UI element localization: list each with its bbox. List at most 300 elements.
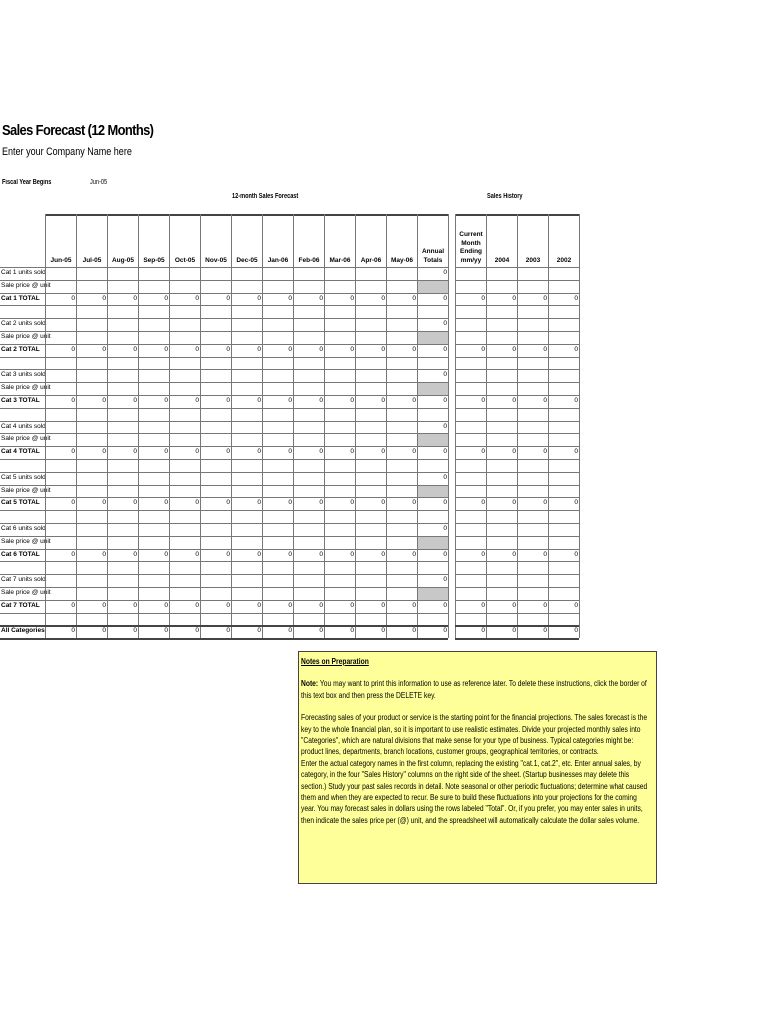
- history-cell[interactable]: [517, 523, 548, 536]
- forecast-cell[interactable]: [262, 433, 293, 446]
- forecast-cell[interactable]: [45, 318, 76, 331]
- forecast-cell[interactable]: [293, 369, 324, 382]
- forecast-cell[interactable]: 0: [386, 344, 417, 357]
- history-cell[interactable]: 0: [517, 497, 548, 510]
- history-cell[interactable]: 0: [548, 625, 579, 638]
- forecast-cell[interactable]: [355, 421, 386, 434]
- history-cell[interactable]: [486, 280, 517, 293]
- forecast-cell[interactable]: 0: [262, 395, 293, 408]
- history-cell[interactable]: 0: [486, 395, 517, 408]
- forecast-cell[interactable]: [169, 421, 200, 434]
- forecast-cell[interactable]: [138, 536, 169, 549]
- forecast-cell[interactable]: [324, 369, 355, 382]
- history-cell[interactable]: 0: [517, 293, 548, 306]
- history-cell[interactable]: [486, 369, 517, 382]
- forecast-cell[interactable]: [386, 523, 417, 536]
- forecast-cell[interactable]: 0: [293, 395, 324, 408]
- forecast-cell[interactable]: 0: [169, 344, 200, 357]
- forecast-cell[interactable]: [231, 433, 262, 446]
- history-cell[interactable]: [517, 382, 548, 395]
- forecast-cell[interactable]: [355, 574, 386, 587]
- forecast-cell[interactable]: 0: [45, 293, 76, 306]
- forecast-cell[interactable]: [45, 472, 76, 485]
- history-cell[interactable]: 0: [548, 446, 579, 459]
- forecast-cell[interactable]: [76, 587, 107, 600]
- forecast-cell[interactable]: 0: [324, 497, 355, 510]
- forecast-cell[interactable]: [386, 574, 417, 587]
- history-cell[interactable]: [548, 331, 579, 344]
- history-cell[interactable]: [486, 587, 517, 600]
- forecast-cell[interactable]: [324, 382, 355, 395]
- forecast-cell[interactable]: [138, 267, 169, 280]
- forecast-cell[interactable]: 0: [45, 625, 76, 638]
- forecast-cell[interactable]: [76, 536, 107, 549]
- forecast-cell[interactable]: [76, 523, 107, 536]
- history-cell[interactable]: 0: [486, 625, 517, 638]
- forecast-cell[interactable]: [138, 382, 169, 395]
- history-cell[interactable]: 0: [548, 395, 579, 408]
- forecast-cell[interactable]: [231, 382, 262, 395]
- forecast-cell[interactable]: 0: [355, 497, 386, 510]
- forecast-cell[interactable]: [293, 587, 324, 600]
- forecast-cell[interactable]: [138, 421, 169, 434]
- forecast-cell[interactable]: [262, 331, 293, 344]
- forecast-cell[interactable]: [293, 433, 324, 446]
- forecast-cell[interactable]: 0: [355, 446, 386, 459]
- forecast-cell[interactable]: [324, 485, 355, 498]
- forecast-cell[interactable]: 0: [45, 549, 76, 562]
- history-cell[interactable]: [486, 331, 517, 344]
- forecast-cell[interactable]: [169, 574, 200, 587]
- forecast-cell[interactable]: [231, 485, 262, 498]
- forecast-cell[interactable]: 0: [45, 600, 76, 613]
- forecast-cell[interactable]: 0: [293, 549, 324, 562]
- forecast-cell[interactable]: [324, 536, 355, 549]
- row-label[interactable]: Cat 2 TOTAL: [1, 345, 40, 353]
- history-cell[interactable]: 0: [455, 446, 486, 459]
- fiscal-year-value[interactable]: Jun-05: [90, 179, 108, 186]
- forecast-cell[interactable]: [45, 421, 76, 434]
- forecast-cell[interactable]: [138, 433, 169, 446]
- history-cell[interactable]: [517, 536, 548, 549]
- forecast-cell[interactable]: 0: [107, 625, 138, 638]
- forecast-cell[interactable]: [386, 267, 417, 280]
- forecast-cell[interactable]: 0: [262, 625, 293, 638]
- history-cell[interactable]: [455, 536, 486, 549]
- forecast-cell[interactable]: [231, 536, 262, 549]
- forecast-cell[interactable]: [386, 369, 417, 382]
- forecast-cell[interactable]: 0: [262, 549, 293, 562]
- history-cell[interactable]: [517, 331, 548, 344]
- forecast-cell[interactable]: 0: [386, 625, 417, 638]
- history-cell[interactable]: [548, 382, 579, 395]
- forecast-cell[interactable]: 0: [324, 395, 355, 408]
- forecast-cell[interactable]: [324, 318, 355, 331]
- history-cell[interactable]: 0: [486, 549, 517, 562]
- forecast-cell[interactable]: [107, 433, 138, 446]
- forecast-cell[interactable]: [200, 267, 231, 280]
- row-label[interactable]: Cat 3 TOTAL: [1, 397, 40, 404]
- forecast-cell[interactable]: 0: [200, 344, 231, 357]
- row-label[interactable]: Cat 6 TOTAL: [1, 550, 40, 558]
- forecast-cell[interactable]: [76, 382, 107, 395]
- forecast-cell[interactable]: 0: [231, 446, 262, 459]
- forecast-cell[interactable]: [231, 331, 262, 344]
- forecast-cell[interactable]: 0: [200, 395, 231, 408]
- forecast-cell[interactable]: [262, 382, 293, 395]
- history-cell[interactable]: [455, 318, 486, 331]
- forecast-cell[interactable]: [293, 536, 324, 549]
- forecast-cell[interactable]: [231, 318, 262, 331]
- forecast-cell[interactable]: [293, 267, 324, 280]
- history-cell[interactable]: [486, 536, 517, 549]
- row-label[interactable]: Sale price @ unit: [1, 333, 51, 340]
- forecast-cell[interactable]: [200, 574, 231, 587]
- forecast-cell[interactable]: [107, 318, 138, 331]
- history-cell[interactable]: [517, 421, 548, 434]
- forecast-cell[interactable]: [355, 536, 386, 549]
- history-cell[interactable]: [548, 318, 579, 331]
- notes-box[interactable]: [298, 651, 657, 884]
- forecast-cell[interactable]: 0: [138, 293, 169, 306]
- forecast-cell[interactable]: 0: [138, 497, 169, 510]
- forecast-cell[interactable]: 0: [138, 446, 169, 459]
- forecast-cell[interactable]: 0: [324, 600, 355, 613]
- forecast-cell[interactable]: [138, 472, 169, 485]
- row-label[interactable]: Cat 4 units sold: [1, 422, 46, 430]
- forecast-cell[interactable]: 0: [107, 395, 138, 408]
- forecast-cell[interactable]: 0: [107, 293, 138, 306]
- forecast-cell[interactable]: [231, 574, 262, 587]
- forecast-cell[interactable]: 0: [231, 497, 262, 510]
- forecast-cell[interactable]: 0: [200, 600, 231, 613]
- history-cell[interactable]: [486, 421, 517, 434]
- forecast-cell[interactable]: 0: [76, 446, 107, 459]
- history-cell[interactable]: 0: [548, 497, 579, 510]
- forecast-cell[interactable]: 0: [293, 446, 324, 459]
- history-cell[interactable]: [455, 369, 486, 382]
- forecast-cell[interactable]: [262, 267, 293, 280]
- forecast-cell[interactable]: [386, 382, 417, 395]
- forecast-cell[interactable]: [324, 433, 355, 446]
- forecast-cell[interactable]: 0: [293, 344, 324, 357]
- history-cell[interactable]: 0: [517, 625, 548, 638]
- row-label[interactable]: Sale price @ unit: [1, 281, 51, 289]
- history-cell[interactable]: [455, 574, 486, 587]
- forecast-cell[interactable]: [45, 485, 76, 498]
- forecast-cell[interactable]: [169, 267, 200, 280]
- forecast-cell[interactable]: 0: [231, 625, 262, 638]
- forecast-cell[interactable]: 0: [324, 625, 355, 638]
- row-label[interactable]: Cat 4 TOTAL: [1, 448, 40, 456]
- forecast-cell[interactable]: [386, 536, 417, 549]
- forecast-cell[interactable]: [200, 485, 231, 498]
- forecast-cell[interactable]: [262, 587, 293, 600]
- forecast-cell[interactable]: [200, 318, 231, 331]
- forecast-cell[interactable]: [386, 280, 417, 293]
- forecast-cell[interactable]: [169, 485, 200, 498]
- forecast-cell[interactable]: [231, 523, 262, 536]
- forecast-cell[interactable]: [262, 536, 293, 549]
- forecast-cell[interactable]: 0: [76, 395, 107, 408]
- forecast-cell[interactable]: [231, 421, 262, 434]
- forecast-cell[interactable]: [138, 331, 169, 344]
- forecast-cell[interactable]: 0: [169, 446, 200, 459]
- history-cell[interactable]: 0: [548, 293, 579, 306]
- forecast-cell[interactable]: [45, 331, 76, 344]
- row-label[interactable]: Sale price @ unit: [1, 589, 51, 596]
- forecast-cell[interactable]: [169, 382, 200, 395]
- row-label[interactable]: Cat 5 units sold: [1, 473, 46, 481]
- forecast-cell[interactable]: 0: [262, 344, 293, 357]
- forecast-cell[interactable]: [324, 587, 355, 600]
- forecast-cell[interactable]: [324, 574, 355, 587]
- forecast-cell[interactable]: 0: [107, 344, 138, 357]
- history-cell[interactable]: [486, 267, 517, 280]
- row-label[interactable]: Cat 5 TOTAL: [1, 499, 40, 507]
- forecast-cell[interactable]: [76, 433, 107, 446]
- forecast-cell[interactable]: 0: [262, 600, 293, 613]
- history-cell[interactable]: 0: [517, 600, 548, 613]
- history-cell[interactable]: [517, 587, 548, 600]
- forecast-cell[interactable]: [138, 369, 169, 382]
- forecast-cell[interactable]: [76, 574, 107, 587]
- forecast-cell[interactable]: [386, 433, 417, 446]
- forecast-cell[interactable]: [45, 574, 76, 587]
- forecast-cell[interactable]: 0: [386, 446, 417, 459]
- row-label[interactable]: Cat 3 units sold: [1, 371, 46, 379]
- forecast-cell[interactable]: [355, 587, 386, 600]
- history-cell[interactable]: 0: [548, 600, 579, 613]
- forecast-cell[interactable]: [355, 318, 386, 331]
- history-cell[interactable]: [548, 433, 579, 446]
- forecast-cell[interactable]: 0: [169, 600, 200, 613]
- history-cell[interactable]: 0: [455, 497, 486, 510]
- forecast-cell[interactable]: [200, 433, 231, 446]
- forecast-cell[interactable]: [138, 318, 169, 331]
- history-cell[interactable]: 0: [455, 600, 486, 613]
- forecast-cell[interactable]: [169, 369, 200, 382]
- history-cell[interactable]: 0: [517, 395, 548, 408]
- history-cell[interactable]: [517, 485, 548, 498]
- forecast-cell[interactable]: [45, 523, 76, 536]
- forecast-cell[interactable]: 0: [169, 497, 200, 510]
- row-label[interactable]: Cat 2 units sold: [1, 320, 46, 328]
- forecast-cell[interactable]: [45, 280, 76, 293]
- history-cell[interactable]: [486, 318, 517, 331]
- forecast-cell[interactable]: 0: [231, 293, 262, 306]
- forecast-cell[interactable]: 0: [293, 625, 324, 638]
- forecast-cell[interactable]: [386, 421, 417, 434]
- history-cell[interactable]: 0: [486, 497, 517, 510]
- forecast-cell[interactable]: 0: [293, 600, 324, 613]
- history-cell[interactable]: 0: [548, 549, 579, 562]
- forecast-cell[interactable]: [107, 472, 138, 485]
- forecast-cell[interactable]: 0: [231, 600, 262, 613]
- row-label[interactable]: Cat 7 units sold: [1, 576, 46, 584]
- history-cell[interactable]: [548, 421, 579, 434]
- history-cell[interactable]: [548, 369, 579, 382]
- row-label[interactable]: Sale price @ unit: [1, 537, 51, 545]
- forecast-cell[interactable]: [107, 382, 138, 395]
- row-label[interactable]: Cat 7 TOTAL: [1, 601, 40, 609]
- history-cell[interactable]: [455, 280, 486, 293]
- forecast-cell[interactable]: 0: [45, 395, 76, 408]
- forecast-cell[interactable]: [386, 331, 417, 344]
- forecast-cell[interactable]: 0: [231, 344, 262, 357]
- forecast-cell[interactable]: 0: [386, 293, 417, 306]
- forecast-cell[interactable]: [169, 280, 200, 293]
- forecast-cell[interactable]: [200, 280, 231, 293]
- forecast-cell[interactable]: [169, 331, 200, 344]
- forecast-cell[interactable]: [324, 331, 355, 344]
- forecast-cell[interactable]: [200, 421, 231, 434]
- history-cell[interactable]: [455, 485, 486, 498]
- forecast-cell[interactable]: [293, 523, 324, 536]
- history-cell[interactable]: [548, 574, 579, 587]
- forecast-cell[interactable]: 0: [76, 549, 107, 562]
- forecast-cell[interactable]: [138, 587, 169, 600]
- forecast-cell[interactable]: [262, 574, 293, 587]
- forecast-cell[interactable]: [138, 485, 169, 498]
- forecast-cell[interactable]: [293, 472, 324, 485]
- forecast-cell[interactable]: 0: [169, 549, 200, 562]
- forecast-cell[interactable]: 0: [138, 344, 169, 357]
- forecast-cell[interactable]: 0: [200, 446, 231, 459]
- forecast-cell[interactable]: [76, 280, 107, 293]
- forecast-cell[interactable]: 0: [169, 625, 200, 638]
- forecast-cell[interactable]: [169, 433, 200, 446]
- forecast-cell[interactable]: [355, 472, 386, 485]
- forecast-cell[interactable]: [45, 536, 76, 549]
- forecast-cell[interactable]: 0: [200, 497, 231, 510]
- forecast-cell[interactable]: [355, 331, 386, 344]
- forecast-cell[interactable]: 0: [293, 497, 324, 510]
- forecast-cell[interactable]: 0: [386, 600, 417, 613]
- history-cell[interactable]: [517, 369, 548, 382]
- forecast-cell[interactable]: 0: [76, 600, 107, 613]
- forecast-cell[interactable]: 0: [355, 344, 386, 357]
- forecast-cell[interactable]: [200, 587, 231, 600]
- history-cell[interactable]: 0: [517, 446, 548, 459]
- forecast-cell[interactable]: [45, 587, 76, 600]
- forecast-cell[interactable]: 0: [231, 395, 262, 408]
- forecast-cell[interactable]: [169, 536, 200, 549]
- forecast-cell[interactable]: [293, 382, 324, 395]
- forecast-cell[interactable]: 0: [45, 497, 76, 510]
- row-label[interactable]: Sale price @ unit: [1, 384, 51, 392]
- forecast-cell[interactable]: 0: [76, 293, 107, 306]
- forecast-cell[interactable]: [76, 485, 107, 498]
- history-cell[interactable]: 0: [455, 625, 486, 638]
- forecast-cell[interactable]: [386, 472, 417, 485]
- forecast-cell[interactable]: [107, 536, 138, 549]
- forecast-cell[interactable]: 0: [355, 625, 386, 638]
- forecast-cell[interactable]: [76, 331, 107, 344]
- forecast-cell[interactable]: [262, 523, 293, 536]
- history-cell[interactable]: [455, 587, 486, 600]
- forecast-cell[interactable]: [231, 369, 262, 382]
- forecast-cell[interactable]: [107, 267, 138, 280]
- forecast-cell[interactable]: [355, 369, 386, 382]
- forecast-cell[interactable]: [45, 369, 76, 382]
- history-cell[interactable]: [486, 472, 517, 485]
- history-cell[interactable]: [517, 318, 548, 331]
- forecast-cell[interactable]: [138, 574, 169, 587]
- forecast-cell[interactable]: [231, 472, 262, 485]
- forecast-cell[interactable]: [293, 331, 324, 344]
- forecast-cell[interactable]: [262, 369, 293, 382]
- forecast-cell[interactable]: 0: [200, 625, 231, 638]
- forecast-cell[interactable]: 0: [138, 600, 169, 613]
- history-cell[interactable]: 0: [517, 549, 548, 562]
- forecast-cell[interactable]: [262, 280, 293, 293]
- history-cell[interactable]: 0: [486, 293, 517, 306]
- history-cell[interactable]: [455, 382, 486, 395]
- forecast-cell[interactable]: [324, 280, 355, 293]
- forecast-cell[interactable]: [231, 587, 262, 600]
- forecast-cell[interactable]: [293, 574, 324, 587]
- forecast-cell[interactable]: [169, 318, 200, 331]
- forecast-cell[interactable]: [200, 523, 231, 536]
- company-name-field[interactable]: Enter your Company Name here: [2, 146, 132, 158]
- forecast-cell[interactable]: [200, 382, 231, 395]
- history-cell[interactable]: [548, 523, 579, 536]
- forecast-cell[interactable]: [355, 523, 386, 536]
- forecast-cell[interactable]: 0: [107, 497, 138, 510]
- forecast-cell[interactable]: [355, 485, 386, 498]
- forecast-cell[interactable]: [138, 280, 169, 293]
- history-cell[interactable]: [548, 267, 579, 280]
- forecast-cell[interactable]: 0: [169, 293, 200, 306]
- history-cell[interactable]: [455, 421, 486, 434]
- history-cell[interactable]: [486, 433, 517, 446]
- forecast-cell[interactable]: 0: [324, 446, 355, 459]
- history-cell[interactable]: [548, 587, 579, 600]
- forecast-cell[interactable]: [355, 382, 386, 395]
- forecast-cell[interactable]: 0: [386, 497, 417, 510]
- forecast-cell[interactable]: [293, 485, 324, 498]
- forecast-cell[interactable]: 0: [138, 625, 169, 638]
- forecast-cell[interactable]: [45, 267, 76, 280]
- forecast-cell[interactable]: [355, 267, 386, 280]
- forecast-cell[interactable]: [138, 523, 169, 536]
- forecast-cell[interactable]: 0: [324, 549, 355, 562]
- forecast-cell[interactable]: [169, 523, 200, 536]
- history-cell[interactable]: 0: [455, 344, 486, 357]
- forecast-cell[interactable]: [324, 267, 355, 280]
- history-cell[interactable]: [455, 523, 486, 536]
- history-cell[interactable]: 0: [455, 293, 486, 306]
- history-cell[interactable]: [455, 331, 486, 344]
- forecast-cell[interactable]: 0: [138, 395, 169, 408]
- forecast-cell[interactable]: [262, 421, 293, 434]
- forecast-cell[interactable]: [76, 318, 107, 331]
- forecast-cell[interactable]: 0: [76, 344, 107, 357]
- forecast-cell[interactable]: [107, 331, 138, 344]
- forecast-cell[interactable]: 0: [200, 293, 231, 306]
- forecast-cell[interactable]: [200, 331, 231, 344]
- forecast-cell[interactable]: 0: [386, 549, 417, 562]
- history-cell[interactable]: [486, 574, 517, 587]
- row-label[interactable]: Cat 6 units sold: [1, 525, 46, 532]
- forecast-cell[interactable]: 0: [262, 293, 293, 306]
- history-cell[interactable]: [517, 433, 548, 446]
- forecast-cell[interactable]: [200, 472, 231, 485]
- forecast-cell[interactable]: [45, 382, 76, 395]
- row-label[interactable]: Sale price @ unit: [1, 486, 51, 494]
- forecast-cell[interactable]: [76, 267, 107, 280]
